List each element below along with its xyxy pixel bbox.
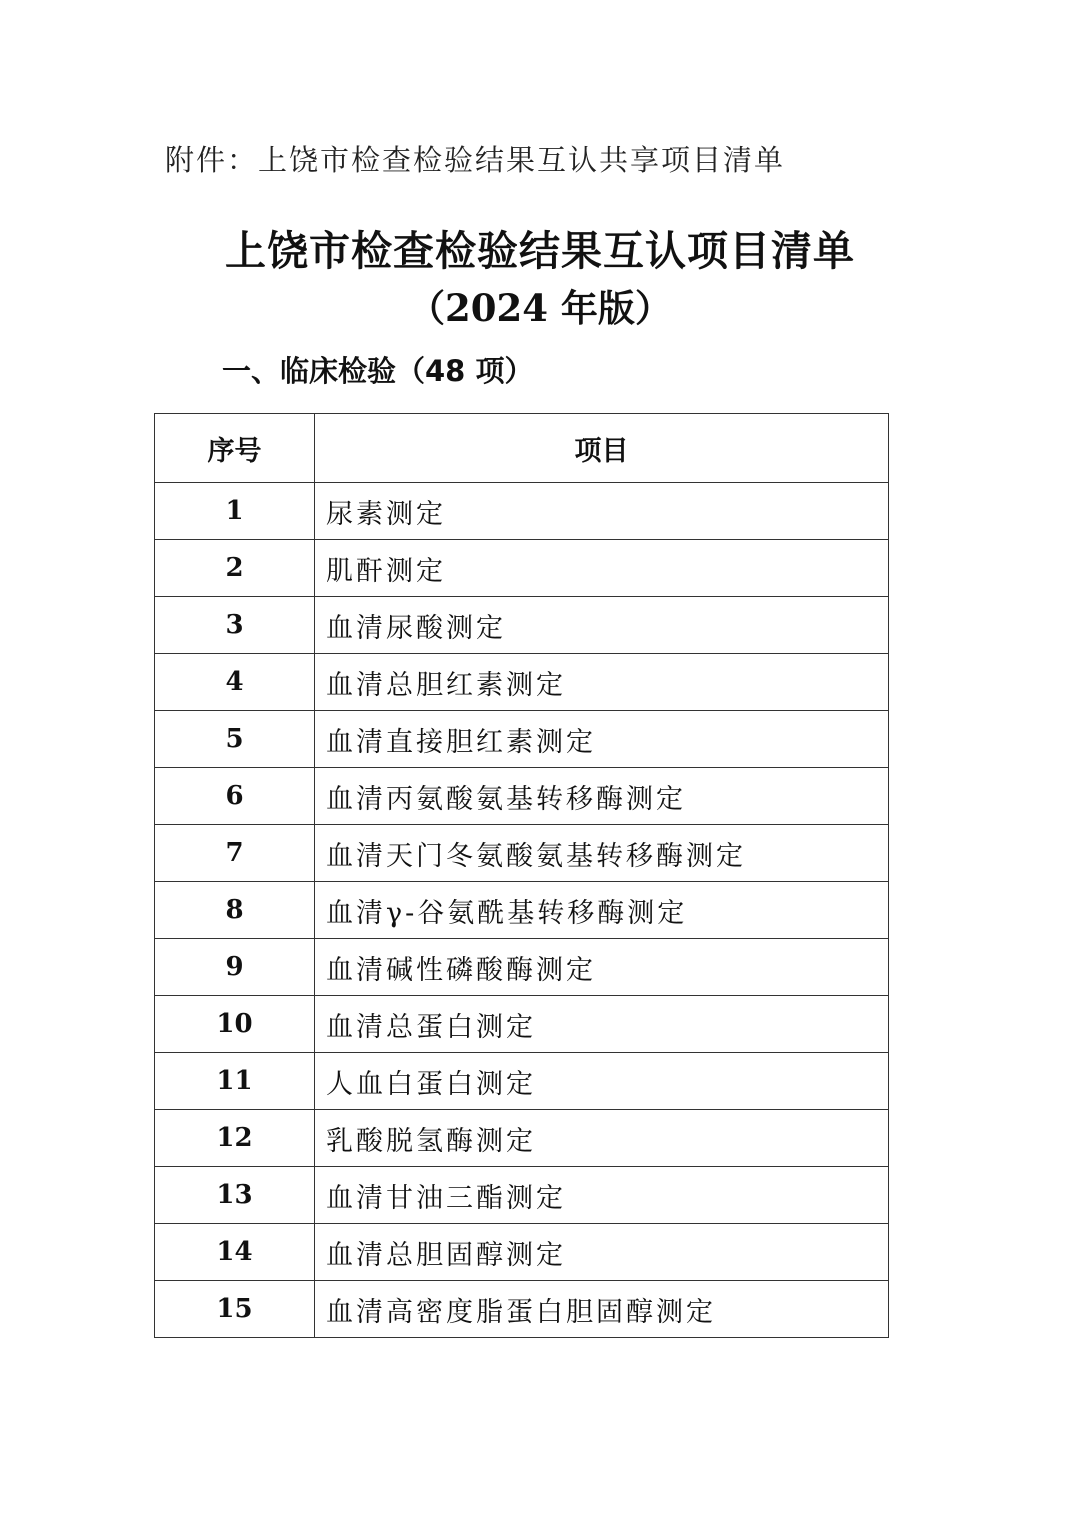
header-item: 项目 bbox=[315, 414, 889, 483]
row-item: 乳酸脱氢酶测定 bbox=[315, 1110, 889, 1167]
table-row bbox=[155, 939, 889, 996]
row-item: 血清高密度脂蛋白胆固醇测定 bbox=[315, 1281, 889, 1338]
row-number: 4 bbox=[155, 654, 315, 711]
table-row bbox=[155, 996, 889, 1053]
row-number: 15 bbox=[155, 1281, 315, 1338]
row-number: 12 bbox=[155, 1110, 315, 1167]
table-row bbox=[155, 1053, 889, 1110]
row-item: 血清尿酸测定 bbox=[315, 597, 889, 654]
row-number: 14 bbox=[155, 1224, 315, 1281]
document-subtitle: （2024 年版） bbox=[408, 286, 672, 330]
table-row bbox=[155, 882, 889, 939]
row-number: 3 bbox=[155, 597, 315, 654]
row-item: 人血白蛋白测定 bbox=[315, 1053, 889, 1110]
row-item: 血清碱性磷酸酶测定 bbox=[315, 939, 889, 996]
table-row bbox=[155, 768, 889, 825]
row-item: 血清丙氨酸氨基转移酶测定 bbox=[315, 768, 889, 825]
row-item: 血清天门冬氨酸氨基转移酶测定 bbox=[315, 825, 889, 882]
table-row bbox=[155, 654, 889, 711]
table-row bbox=[155, 540, 889, 597]
row-number: 2 bbox=[155, 540, 315, 597]
row-number: 1 bbox=[155, 483, 315, 540]
row-number: 7 bbox=[155, 825, 315, 882]
row-number: 11 bbox=[155, 1053, 315, 1110]
row-item: 血清γ-谷氨酰基转移酶测定 bbox=[315, 882, 889, 939]
document-title: 上饶市检查检验结果互认项目清单 bbox=[225, 227, 855, 275]
row-item: 血清甘油三酯测定 bbox=[315, 1167, 889, 1224]
row-item: 血清总胆固醇测定 bbox=[315, 1224, 889, 1281]
table-row bbox=[155, 711, 889, 768]
row-number: 5 bbox=[155, 711, 315, 768]
row-item: 肌酐测定 bbox=[315, 540, 889, 597]
attachment-line: 附件：上饶市检查检验结果互认共享项目清单 bbox=[165, 143, 786, 177]
row-number: 9 bbox=[155, 939, 315, 996]
row-item: 血清直接胆红素测定 bbox=[315, 711, 889, 768]
row-number: 10 bbox=[155, 996, 315, 1053]
table-row bbox=[155, 825, 889, 882]
header-no: 序号 bbox=[155, 414, 315, 483]
row-number: 8 bbox=[155, 882, 315, 939]
items-table bbox=[154, 413, 889, 1338]
table-row bbox=[155, 1167, 889, 1224]
row-item: 血清总蛋白测定 bbox=[315, 996, 889, 1053]
section-heading: 一、临床检验（48 项） bbox=[222, 354, 534, 388]
table-row bbox=[155, 1281, 889, 1338]
table-row bbox=[155, 1224, 889, 1281]
row-number: 6 bbox=[155, 768, 315, 825]
row-item: 血清总胆红素测定 bbox=[315, 654, 889, 711]
table-header-row bbox=[155, 414, 889, 483]
row-number: 13 bbox=[155, 1167, 315, 1224]
table-row bbox=[155, 483, 889, 540]
row-item: 尿素测定 bbox=[315, 483, 889, 540]
table-row bbox=[155, 597, 889, 654]
table-row bbox=[155, 1110, 889, 1167]
